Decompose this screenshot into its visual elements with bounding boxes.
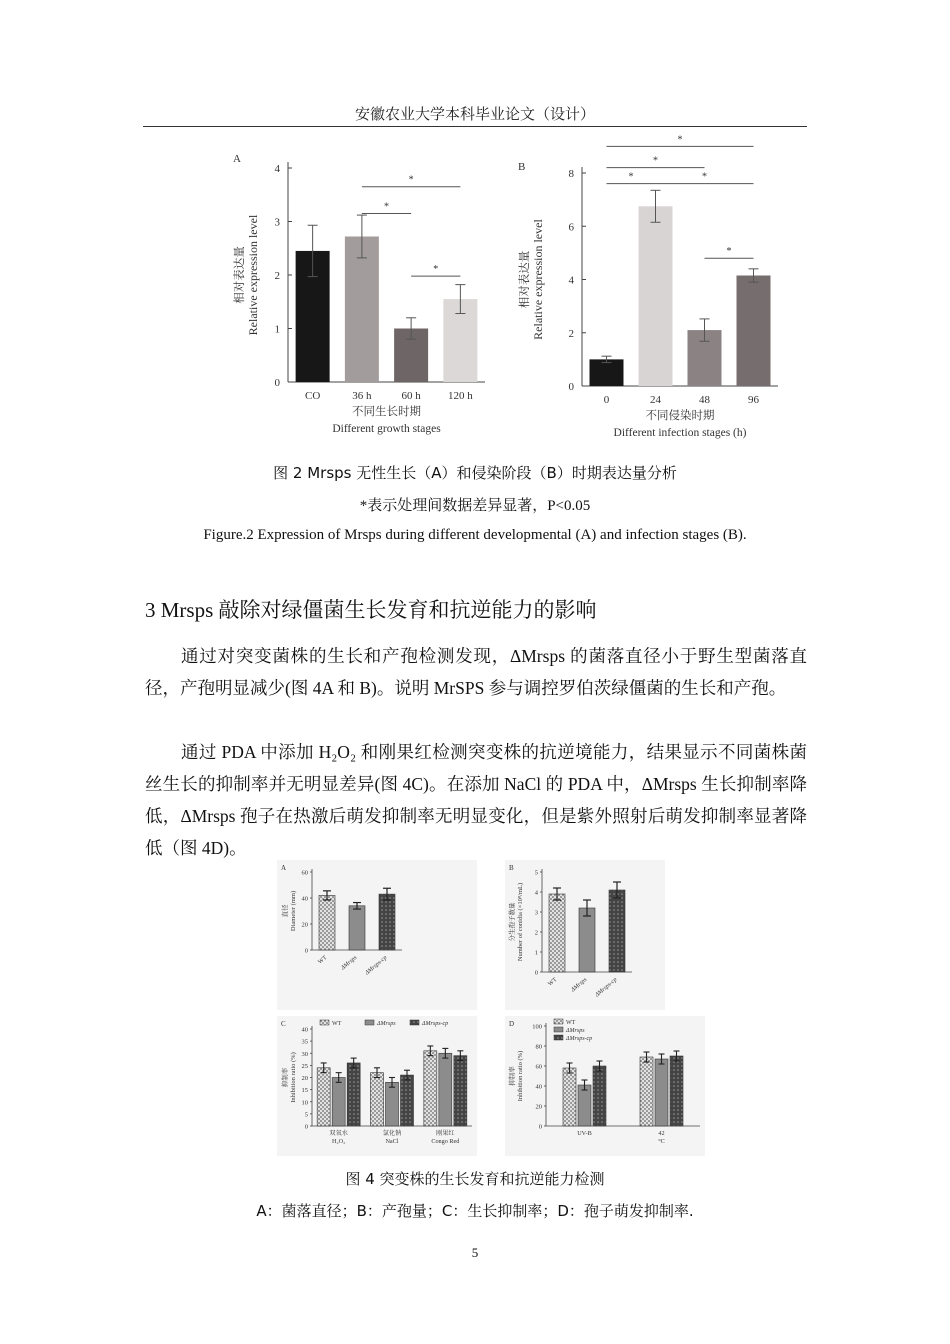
bar (549, 894, 565, 972)
x-tick-label: 36 h (352, 390, 372, 402)
y-tick-label: 4 (568, 274, 574, 287)
y-axis-label: Inhibition ratio (%) (517, 1050, 524, 1102)
x-tick-label-en: H₂O₂ (332, 1138, 346, 1145)
legend-swatch (554, 1019, 563, 1024)
y-tick-label: 20 (301, 921, 308, 929)
y-axis-label: Relative expression level (531, 219, 545, 340)
y-tick-label: 0 (534, 969, 538, 977)
panel-label: B (509, 864, 514, 872)
legend-swatch (410, 1020, 419, 1025)
significance-mark: * (677, 134, 683, 146)
chart-4A (277, 860, 477, 1010)
x-tick-label: 刚果红 (436, 1130, 455, 1137)
y-tick-label: 2 (534, 929, 538, 937)
bar (319, 895, 335, 950)
bar (379, 894, 395, 950)
x-tick-label-en: NaCl (385, 1138, 399, 1145)
significance-mark: * (628, 171, 634, 183)
legend-swatch (554, 1035, 563, 1040)
y-tick-label: 0 (274, 377, 280, 389)
bar (640, 1057, 653, 1126)
paragraph-2: 通过 PDA 中添加 H₂O₂ 和刚果红检测突变株的抗逆境能力，结果显示不同菌株菌丝生长的抑制率并无明显差异(图 4C)。在添加 NaCl 的 PDA 中，ΔMrsps 生长抑制率降低，ΔMrsps 孢子在热激后萌发抑制率无明显变化，但是紫外照射后萌发抑制率显著降低（图 4D)。 (145, 742, 807, 858)
y-tick-label: 6 (568, 221, 574, 234)
significance-mark: * (408, 174, 414, 186)
legend-label: ΔMrsps-cp (422, 1021, 449, 1027)
x-tick-label: WT (547, 976, 559, 988)
panel-label: A (233, 153, 241, 165)
bar (563, 1068, 576, 1126)
bar (401, 1075, 414, 1126)
x-tick-label: 120 h (448, 390, 473, 402)
y-axis-label-zh: 抑制率 (282, 1067, 289, 1088)
y-axis-label: Diameter (mm) (290, 890, 297, 932)
x-tick-label: ΔMrsps (570, 976, 589, 994)
y-tick-label: 60 (535, 1063, 542, 1071)
y-tick-label: 35 (301, 1038, 308, 1046)
y-tick-label: 2 (274, 270, 280, 282)
figure-2-caption: 图 2 Mrsps 无性生长（A）和侵染阶段（B）时期表达量分析 (273, 464, 677, 482)
chart-4C (277, 1016, 477, 1156)
y-tick-label: 4 (534, 889, 538, 897)
y-axis-label-zh: 相对表达量 (234, 246, 246, 304)
y-tick-label: 100 (532, 1023, 542, 1031)
x-tick-label-en: Congo Red (431, 1138, 460, 1145)
y-tick-label: 40 (301, 1026, 308, 1034)
y-tick-label: 20 (535, 1103, 542, 1111)
x-tick-label: 42 (658, 1130, 665, 1137)
significance-mark: * (384, 201, 389, 213)
page-number: 5 (471, 1245, 479, 1260)
running-header: 安徽农业大学本科毕业论文（设计） (354, 107, 595, 123)
x-tick-label: 氯化钠 (382, 1130, 402, 1137)
legend-label: ΔMrsps-cp (566, 1036, 593, 1042)
bar (332, 1078, 345, 1127)
y-axis-label-zh: 直径 (282, 904, 289, 918)
y-tick-label: 25 (301, 1062, 308, 1070)
y-tick-label: 30 (301, 1050, 308, 1058)
legend-label: ΔMrsps (377, 1021, 396, 1027)
chart-4B (505, 860, 665, 1010)
chart-4D (505, 1016, 705, 1156)
x-axis-label: Different growth stages (332, 423, 441, 435)
figure-2-caption-en: Figure.2 Expression of Mrsps during different developmental (A) and infection stages (B). (203, 527, 747, 543)
y-axis-label-zh: 抑制率 (509, 1066, 516, 1086)
figure-4-caption: 图 4 突变株的生长发育和抗逆能力检测 (345, 1170, 605, 1188)
bar (424, 1051, 437, 1126)
bar (593, 1066, 606, 1126)
x-tick-label: 双氧水 (329, 1130, 348, 1137)
y-axis-label: Relative expression level (246, 214, 260, 336)
x-tick-label: UV-B (577, 1130, 592, 1137)
y-axis-label: Inhibition ratio (%) (290, 1052, 297, 1103)
panel-label: A (281, 864, 287, 872)
paragraph-1: 通过对突变菌株的生长和产孢检测发现，ΔMrsps 的菌落直径小于野生型菌落直径，产孢明显减少(图 4A 和 B)。说明 MrSPS 参与调控罗伯茨绿僵菌的生长和产孢。 (145, 646, 807, 698)
y-tick-label: 3 (534, 909, 538, 917)
y-tick-label: 60 (301, 869, 308, 877)
legend-label: WT (566, 1020, 576, 1026)
x-tick-label: WT (317, 954, 329, 966)
y-tick-label: 1 (274, 323, 280, 336)
bar (609, 890, 625, 972)
y-tick-label: 8 (568, 168, 574, 180)
x-tick-label: 60 h (401, 390, 421, 402)
y-tick-label: 2 (568, 327, 574, 340)
bar (579, 908, 595, 972)
y-tick-label: 0 (304, 1123, 308, 1131)
y-tick-label: 15 (301, 1087, 308, 1095)
x-axis-label: Different infection stages (h) (613, 427, 747, 439)
significance-mark: * (702, 171, 707, 183)
x-tick-label: ΔMrsps (340, 954, 359, 972)
y-tick-label: 4 (274, 163, 280, 175)
y-axis-label-zh: 相对表达量 (519, 250, 531, 309)
y-tick-label: 0 (568, 381, 574, 393)
x-tick-label: 0 (603, 394, 610, 406)
y-tick-label: 0 (538, 1123, 542, 1131)
y-tick-label: 40 (535, 1083, 542, 1091)
bar (371, 1073, 384, 1126)
bar (386, 1082, 399, 1126)
panel-label: B (518, 161, 526, 173)
bar (454, 1056, 467, 1126)
significance-mark: * (433, 264, 439, 276)
y-tick-label: 0 (304, 947, 308, 955)
legend-label: ΔMrsps (566, 1028, 585, 1034)
y-tick-label: 80 (535, 1043, 542, 1051)
x-tick-label: ΔMrsps-cp (364, 954, 389, 977)
x-axis-label-zh: 不同生长时期 (352, 406, 421, 418)
y-tick-label: 3 (274, 216, 280, 229)
panel-label: C (281, 1020, 286, 1028)
significance-mark: * (726, 246, 732, 258)
y-axis-label: Number of conidia (×10⁸/mL) (517, 882, 524, 962)
bar (670, 1056, 683, 1126)
legend-swatch (365, 1020, 374, 1025)
x-tick-label: 48 (699, 394, 710, 406)
significance-mark: * (653, 155, 658, 167)
section-title: 3 Mrsps 敲除对绿僵菌生长发育和抗逆能力的影响 (145, 598, 597, 622)
bar (655, 1059, 668, 1126)
x-tick-label: 24 (650, 394, 661, 406)
y-axis-label-zh: 分生孢子数量 (509, 902, 516, 942)
bar (439, 1053, 452, 1126)
legend-swatch (320, 1020, 329, 1025)
panel-label: D (509, 1020, 515, 1028)
y-tick-label: 5 (304, 1111, 308, 1119)
x-tick-label: CO (304, 390, 321, 402)
x-axis-label-zh: 不同侵染时期 (645, 410, 715, 422)
bar (347, 1063, 360, 1126)
legend-swatch (554, 1027, 563, 1032)
x-tick-label: 96 (748, 394, 759, 406)
panel-background (277, 860, 477, 1010)
y-tick-label: 1 (534, 949, 538, 957)
y-tick-label: 40 (301, 895, 308, 903)
figure-2-note: *表示处理间数据差异显著，P<0.05 (359, 498, 591, 514)
y-tick-label: 20 (301, 1075, 308, 1082)
bar (349, 906, 365, 950)
figure-4-legend: A：菌落直径；B：产孢量；C：生长抑制率；D：孢子萌发抑制率. (256, 1202, 694, 1220)
x-tick-label-en: °C (658, 1138, 665, 1145)
bar (578, 1085, 591, 1126)
y-tick-label: 5 (534, 869, 538, 877)
bar (317, 1068, 330, 1126)
y-tick-label: 10 (301, 1099, 308, 1107)
x-tick-label: ΔMrsps-cp (594, 976, 619, 999)
legend-label: WT (332, 1021, 342, 1027)
